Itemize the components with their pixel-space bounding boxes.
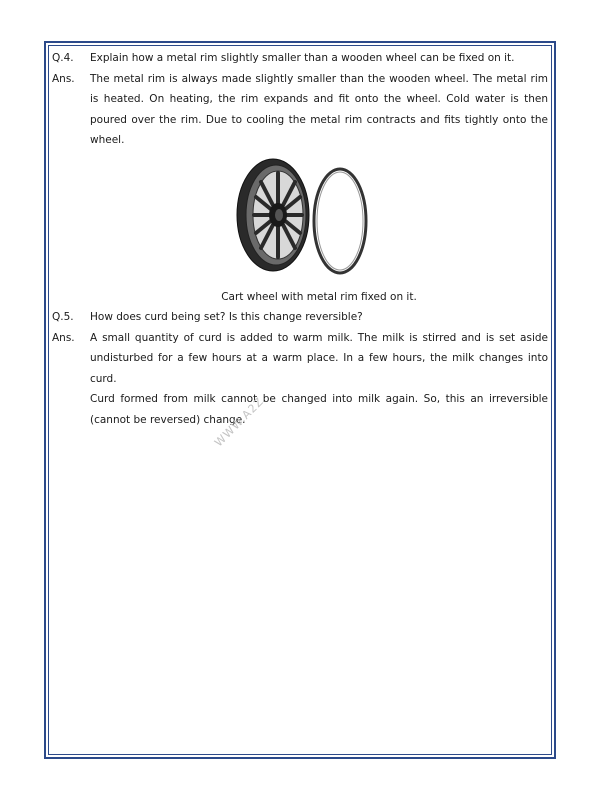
question-5-text: How does curd being set? Is this change reversible? (90, 311, 363, 323)
worksheet-content (52, 48, 548, 430)
answer-4 (52, 69, 548, 151)
answer-5 (52, 328, 548, 431)
watermark: WWW.A2Z (212, 394, 267, 450)
question-4 (52, 48, 548, 69)
question-4-text: Explain how a metal rim slightly smaller than a wooden wheel can be fixed on it. (90, 52, 515, 64)
answer-5-text (90, 328, 548, 431)
question-5 (52, 307, 548, 328)
answer-5-paragraph-2: Curd formed from milk cannot be changed into milk again. So, this an irreversible (cannot be reversed) change. (90, 393, 548, 426)
answer-4-label: Ans. (52, 72, 75, 85)
cart-wheel-figure (52, 157, 548, 285)
answer-5-label: Ans. (52, 331, 75, 344)
answer-5-paragraph-1: A small quantity of curd is added to warm milk. The milk is stirred and is set aside undisturbed for a few hours at a warm place. In a few hours, the milk changes into curd. (90, 331, 548, 385)
question-5-label: Q.5. (52, 311, 74, 323)
question-4-label: Q.4. (52, 52, 74, 64)
figure-caption: Cart wheel with metal rim fixed on it. (221, 290, 417, 303)
cart-wheel-illustration (228, 157, 378, 285)
answer-4-text: The metal rim is always made slightly smaller than the wooden wheel. The metal rim is heated. On heating, the rim expands and fit onto the wheel. Cold water is then poured over the rim. Due to cooling the metal rim contracts and fits tightly onto the wheel. (90, 72, 548, 146)
